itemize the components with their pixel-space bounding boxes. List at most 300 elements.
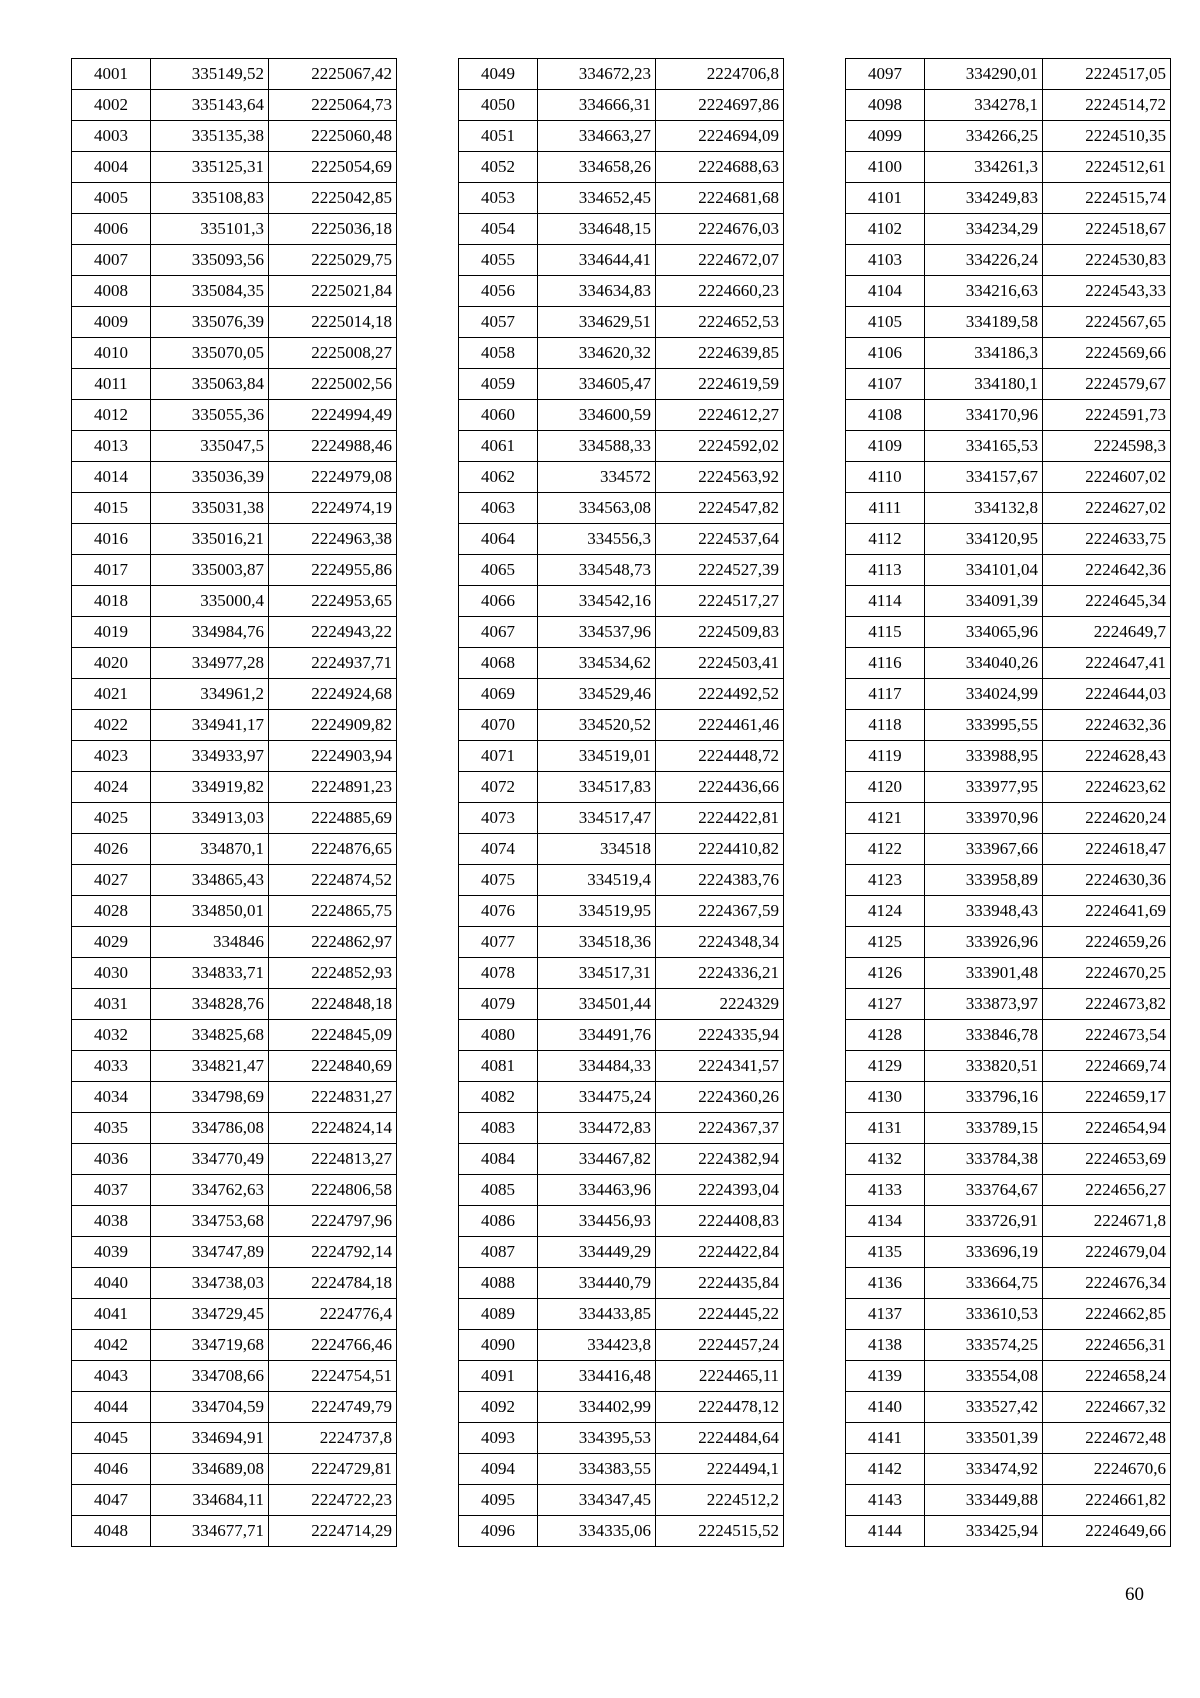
- table-row: [846, 338, 1171, 369]
- table-row: [72, 1268, 397, 1299]
- point-number: 4003: [72, 121, 151, 152]
- table-row: [846, 586, 1171, 617]
- point-number: 4077: [459, 927, 538, 958]
- table-row: [459, 772, 784, 803]
- x-coordinate: 334491,76: [538, 1020, 656, 1051]
- x-coordinate: 335125,31: [151, 152, 269, 183]
- y-coordinate: 2224937,71: [269, 648, 397, 679]
- x-coordinate: 334518: [538, 834, 656, 865]
- y-coordinate: 2224623,62: [1043, 772, 1171, 803]
- y-coordinate: 2224518,67: [1043, 214, 1171, 245]
- y-coordinate: 2224644,03: [1043, 679, 1171, 710]
- x-coordinate: 334961,2: [151, 679, 269, 710]
- table-row: [72, 245, 397, 276]
- table-row: [846, 1113, 1171, 1144]
- table-row: [459, 617, 784, 648]
- table-row: [846, 59, 1171, 90]
- table-row: [459, 1206, 784, 1237]
- x-coordinate: 334186,3: [925, 338, 1043, 369]
- x-coordinate: 334467,82: [538, 1144, 656, 1175]
- y-coordinate: 2224607,02: [1043, 462, 1171, 493]
- point-number: 4121: [846, 803, 925, 834]
- y-coordinate: 2224903,94: [269, 741, 397, 772]
- table-row: [72, 524, 397, 555]
- point-number: 4080: [459, 1020, 538, 1051]
- y-coordinate: 2224515,74: [1043, 183, 1171, 214]
- point-number: 4078: [459, 958, 538, 989]
- x-coordinate: 333449,88: [925, 1485, 1043, 1516]
- x-coordinate: 334534,62: [538, 648, 656, 679]
- point-number: 4070: [459, 710, 538, 741]
- y-coordinate: 2224592,02: [656, 431, 784, 462]
- table-row: [459, 59, 784, 90]
- table-row: [459, 1361, 784, 1392]
- point-number: 4115: [846, 617, 925, 648]
- point-number: 4090: [459, 1330, 538, 1361]
- y-coordinate: 2225064,73: [269, 90, 397, 121]
- y-coordinate: 2224988,46: [269, 431, 397, 462]
- table-row: [846, 121, 1171, 152]
- point-number: 4042: [72, 1330, 151, 1361]
- table-row: [459, 865, 784, 896]
- point-number: 4125: [846, 927, 925, 958]
- table-row: [459, 679, 784, 710]
- x-coordinate: 334519,4: [538, 865, 656, 896]
- x-coordinate: 333425,94: [925, 1516, 1043, 1547]
- point-number: 4009: [72, 307, 151, 338]
- y-coordinate: 2224658,24: [1043, 1361, 1171, 1392]
- table-row: [72, 152, 397, 183]
- point-number: 4045: [72, 1423, 151, 1454]
- table-row: [846, 803, 1171, 834]
- coordinate-table-1: [71, 58, 397, 1547]
- y-coordinate: 2225002,56: [269, 369, 397, 400]
- table-row: [846, 1206, 1171, 1237]
- point-number: 4131: [846, 1113, 925, 1144]
- x-coordinate: 334933,97: [151, 741, 269, 772]
- point-number: 4089: [459, 1299, 538, 1330]
- table-row: [459, 276, 784, 307]
- y-coordinate: 2224367,37: [656, 1113, 784, 1144]
- x-coordinate: 334850,01: [151, 896, 269, 927]
- table-row: [72, 710, 397, 741]
- y-coordinate: 2224410,82: [656, 834, 784, 865]
- table-row: [72, 1392, 397, 1423]
- y-coordinate: 2224862,97: [269, 927, 397, 958]
- y-coordinate: 2224706,8: [656, 59, 784, 90]
- point-number: 4141: [846, 1423, 925, 1454]
- x-coordinate: 334747,89: [151, 1237, 269, 1268]
- table-row: [459, 431, 784, 462]
- y-coordinate: 2224688,63: [656, 152, 784, 183]
- point-number: 4136: [846, 1268, 925, 1299]
- x-coordinate: 333789,15: [925, 1113, 1043, 1144]
- point-number: 4044: [72, 1392, 151, 1423]
- point-number: 4139: [846, 1361, 925, 1392]
- table-row: [72, 834, 397, 865]
- x-coordinate: 334517,83: [538, 772, 656, 803]
- table-row: [846, 276, 1171, 307]
- table-row: [459, 896, 784, 927]
- point-number: 4071: [459, 741, 538, 772]
- table-row: [846, 307, 1171, 338]
- table-row: [459, 1485, 784, 1516]
- page-number: 60: [1125, 1584, 1144, 1605]
- table-row: [72, 1454, 397, 1485]
- table-row: [459, 710, 784, 741]
- x-coordinate: 334529,46: [538, 679, 656, 710]
- y-coordinate: 2224840,69: [269, 1051, 397, 1082]
- table-row: [72, 183, 397, 214]
- x-coordinate: 334652,45: [538, 183, 656, 214]
- table-row: [459, 369, 784, 400]
- point-number: 4036: [72, 1144, 151, 1175]
- point-number: 4061: [459, 431, 538, 462]
- point-number: 4099: [846, 121, 925, 152]
- point-number: 4101: [846, 183, 925, 214]
- y-coordinate: 2224776,4: [269, 1299, 397, 1330]
- y-coordinate: 2224661,82: [1043, 1485, 1171, 1516]
- table-row: [846, 90, 1171, 121]
- point-number: 4058: [459, 338, 538, 369]
- point-number: 4052: [459, 152, 538, 183]
- y-coordinate: 2224422,81: [656, 803, 784, 834]
- point-number: 4067: [459, 617, 538, 648]
- table-row: [459, 1299, 784, 1330]
- point-number: 4062: [459, 462, 538, 493]
- table-row: [846, 1392, 1171, 1423]
- x-coordinate: 334518,36: [538, 927, 656, 958]
- y-coordinate: 2224619,59: [656, 369, 784, 400]
- y-coordinate: 2224408,83: [656, 1206, 784, 1237]
- y-coordinate: 2224514,72: [1043, 90, 1171, 121]
- point-number: 4020: [72, 648, 151, 679]
- table-row: [459, 586, 784, 617]
- point-number: 4104: [846, 276, 925, 307]
- point-number: 4027: [72, 865, 151, 896]
- x-coordinate: 333970,96: [925, 803, 1043, 834]
- x-coordinate: 335003,87: [151, 555, 269, 586]
- y-coordinate: 2224813,27: [269, 1144, 397, 1175]
- table-row: [72, 400, 397, 431]
- table-row: [72, 1144, 397, 1175]
- table-row: [72, 958, 397, 989]
- y-coordinate: 2224642,36: [1043, 555, 1171, 586]
- x-coordinate: 335031,38: [151, 493, 269, 524]
- y-coordinate: 2224749,79: [269, 1392, 397, 1423]
- table-row: [72, 555, 397, 586]
- x-coordinate: 334170,96: [925, 400, 1043, 431]
- x-coordinate: 334984,76: [151, 617, 269, 648]
- x-coordinate: 334189,58: [925, 307, 1043, 338]
- table-row: [459, 1516, 784, 1547]
- y-coordinate: 2224367,59: [656, 896, 784, 927]
- y-coordinate: 2224797,96: [269, 1206, 397, 1237]
- coordinate-table-2: [458, 58, 784, 1547]
- x-coordinate: 334472,83: [538, 1113, 656, 1144]
- x-coordinate: 334456,93: [538, 1206, 656, 1237]
- table-row: [72, 1175, 397, 1206]
- x-coordinate: 334556,3: [538, 524, 656, 555]
- x-coordinate: 333926,96: [925, 927, 1043, 958]
- y-coordinate: 2224974,19: [269, 493, 397, 524]
- point-number: 4106: [846, 338, 925, 369]
- table-row: [459, 1454, 784, 1485]
- point-number: 4073: [459, 803, 538, 834]
- point-number: 4076: [459, 896, 538, 927]
- table-row: [846, 834, 1171, 865]
- table-row: [459, 1113, 784, 1144]
- y-coordinate: 2224620,24: [1043, 803, 1171, 834]
- y-coordinate: 2224633,75: [1043, 524, 1171, 555]
- y-coordinate: 2224714,29: [269, 1516, 397, 1547]
- x-coordinate: 334689,08: [151, 1454, 269, 1485]
- x-coordinate: 334865,43: [151, 865, 269, 896]
- table-row: [72, 1485, 397, 1516]
- y-coordinate: 2225036,18: [269, 214, 397, 245]
- table-row: [72, 1082, 397, 1113]
- point-number: 4024: [72, 772, 151, 803]
- y-coordinate: 2224885,69: [269, 803, 397, 834]
- table-row: [846, 431, 1171, 462]
- point-number: 4039: [72, 1237, 151, 1268]
- y-coordinate: 2224503,41: [656, 648, 784, 679]
- table-row: [459, 245, 784, 276]
- x-coordinate: 335084,35: [151, 276, 269, 307]
- y-coordinate: 2224953,65: [269, 586, 397, 617]
- y-coordinate: 2224457,24: [656, 1330, 784, 1361]
- point-number: 4056: [459, 276, 538, 307]
- table-row: [846, 1330, 1171, 1361]
- x-coordinate: 334519,01: [538, 741, 656, 772]
- y-coordinate: 2224654,94: [1043, 1113, 1171, 1144]
- point-number: 4086: [459, 1206, 538, 1237]
- y-coordinate: 2224435,84: [656, 1268, 784, 1299]
- table-row: [72, 276, 397, 307]
- point-number: 4057: [459, 307, 538, 338]
- point-number: 4084: [459, 1144, 538, 1175]
- x-coordinate: 334266,25: [925, 121, 1043, 152]
- y-coordinate: 2224478,12: [656, 1392, 784, 1423]
- x-coordinate: 334040,26: [925, 648, 1043, 679]
- table-row: [72, 90, 397, 121]
- table-row: [459, 555, 784, 586]
- table-row: [72, 431, 397, 462]
- y-coordinate: 2224673,82: [1043, 989, 1171, 1020]
- table-row: [72, 1361, 397, 1392]
- point-number: 4004: [72, 152, 151, 183]
- y-coordinate: 2224672,48: [1043, 1423, 1171, 1454]
- coordinate-table-3: [845, 58, 1171, 1547]
- point-number: 4132: [846, 1144, 925, 1175]
- y-coordinate: 2224517,27: [656, 586, 784, 617]
- point-number: 4120: [846, 772, 925, 803]
- table-row: [459, 462, 784, 493]
- x-coordinate: 334729,45: [151, 1299, 269, 1330]
- y-coordinate: 2224909,82: [269, 710, 397, 741]
- table-row: [846, 710, 1171, 741]
- point-number: 4129: [846, 1051, 925, 1082]
- table-row: [846, 493, 1171, 524]
- point-number: 4085: [459, 1175, 538, 1206]
- point-number: 4094: [459, 1454, 538, 1485]
- point-number: 4038: [72, 1206, 151, 1237]
- table-row: [72, 865, 397, 896]
- x-coordinate: 334501,44: [538, 989, 656, 1020]
- y-coordinate: 2224662,85: [1043, 1299, 1171, 1330]
- table-row: [846, 1175, 1171, 1206]
- point-number: 4114: [846, 586, 925, 617]
- y-coordinate: 2224448,72: [656, 741, 784, 772]
- x-coordinate: 335070,05: [151, 338, 269, 369]
- x-coordinate: 334440,79: [538, 1268, 656, 1299]
- table-row: [459, 803, 784, 834]
- point-number: 4021: [72, 679, 151, 710]
- point-number: 4082: [459, 1082, 538, 1113]
- table-row: [459, 1392, 784, 1423]
- table-row: [846, 1051, 1171, 1082]
- x-coordinate: 334290,01: [925, 59, 1043, 90]
- table-row: [459, 1144, 784, 1175]
- table-row: [846, 555, 1171, 586]
- y-coordinate: 2224737,8: [269, 1423, 397, 1454]
- x-coordinate: 334423,8: [538, 1330, 656, 1361]
- table-row: [72, 1206, 397, 1237]
- x-coordinate: 333967,66: [925, 834, 1043, 865]
- x-coordinate: 333901,48: [925, 958, 1043, 989]
- y-coordinate: 2224722,23: [269, 1485, 397, 1516]
- table-row: [846, 1268, 1171, 1299]
- y-coordinate: 2224393,04: [656, 1175, 784, 1206]
- point-number: 4026: [72, 834, 151, 865]
- table-row: [459, 989, 784, 1020]
- table-row: [72, 1237, 397, 1268]
- table-row: [846, 927, 1171, 958]
- point-number: 4005: [72, 183, 151, 214]
- table-row: [72, 1020, 397, 1051]
- point-number: 4112: [846, 524, 925, 555]
- y-coordinate: 2225008,27: [269, 338, 397, 369]
- point-number: 4010: [72, 338, 151, 369]
- y-coordinate: 2224335,94: [656, 1020, 784, 1051]
- x-coordinate: 334180,1: [925, 369, 1043, 400]
- table-row: [72, 1113, 397, 1144]
- table-row: [459, 90, 784, 121]
- point-number: 4012: [72, 400, 151, 431]
- y-coordinate: 2224681,68: [656, 183, 784, 214]
- point-number: 4137: [846, 1299, 925, 1330]
- x-coordinate: 334708,66: [151, 1361, 269, 1392]
- x-coordinate: 334825,68: [151, 1020, 269, 1051]
- y-coordinate: 2224465,11: [656, 1361, 784, 1392]
- point-number: 4095: [459, 1485, 538, 1516]
- y-coordinate: 2224656,31: [1043, 1330, 1171, 1361]
- x-coordinate: 333474,92: [925, 1454, 1043, 1485]
- point-number: 4028: [72, 896, 151, 927]
- table-row: [846, 1144, 1171, 1175]
- y-coordinate: 2224891,23: [269, 772, 397, 803]
- table-row: [846, 462, 1171, 493]
- x-coordinate: 334335,06: [538, 1516, 656, 1547]
- point-number: 4093: [459, 1423, 538, 1454]
- point-number: 4130: [846, 1082, 925, 1113]
- x-coordinate: 334629,51: [538, 307, 656, 338]
- x-coordinate: 335143,64: [151, 90, 269, 121]
- y-coordinate: 2225060,48: [269, 121, 397, 152]
- point-number: 4065: [459, 555, 538, 586]
- point-number: 4013: [72, 431, 151, 462]
- x-coordinate: 334249,83: [925, 183, 1043, 214]
- x-coordinate: 334226,24: [925, 245, 1043, 276]
- table-row: [459, 307, 784, 338]
- point-number: 4134: [846, 1206, 925, 1237]
- y-coordinate: 2224543,33: [1043, 276, 1171, 307]
- point-number: 4035: [72, 1113, 151, 1144]
- y-coordinate: 2224515,52: [656, 1516, 784, 1547]
- point-number: 4069: [459, 679, 538, 710]
- table-row: [72, 1330, 397, 1361]
- y-coordinate: 2224641,69: [1043, 896, 1171, 927]
- table-row: [846, 183, 1171, 214]
- x-coordinate: 333501,39: [925, 1423, 1043, 1454]
- table-row: [846, 1299, 1171, 1330]
- y-coordinate: 2224672,07: [656, 245, 784, 276]
- point-number: 4047: [72, 1485, 151, 1516]
- point-number: 4007: [72, 245, 151, 276]
- y-coordinate: 2224848,18: [269, 989, 397, 1020]
- x-coordinate: 335076,39: [151, 307, 269, 338]
- x-coordinate: 334234,29: [925, 214, 1043, 245]
- x-coordinate: 333610,53: [925, 1299, 1043, 1330]
- x-coordinate: 334383,55: [538, 1454, 656, 1485]
- table-row: [459, 834, 784, 865]
- table-row: [72, 741, 397, 772]
- x-coordinate: 334520,52: [538, 710, 656, 741]
- y-coordinate: 2224673,54: [1043, 1020, 1171, 1051]
- table-row: [459, 1051, 784, 1082]
- point-number: 4124: [846, 896, 925, 927]
- table-row: [459, 1423, 784, 1454]
- x-coordinate: 334919,82: [151, 772, 269, 803]
- x-coordinate: 333796,16: [925, 1082, 1043, 1113]
- x-coordinate: 334753,68: [151, 1206, 269, 1237]
- x-coordinate: 334542,16: [538, 586, 656, 617]
- point-number: 4049: [459, 59, 538, 90]
- x-coordinate: 334024,99: [925, 679, 1043, 710]
- point-number: 4074: [459, 834, 538, 865]
- table-row: [846, 214, 1171, 245]
- x-coordinate: 334278,1: [925, 90, 1043, 121]
- table-row: [459, 121, 784, 152]
- x-coordinate: 334648,15: [538, 214, 656, 245]
- y-coordinate: 2224336,21: [656, 958, 784, 989]
- x-coordinate: 334644,41: [538, 245, 656, 276]
- point-number: 4113: [846, 555, 925, 586]
- x-coordinate: 334663,27: [538, 121, 656, 152]
- y-coordinate: 2224509,83: [656, 617, 784, 648]
- y-coordinate: 2224676,03: [656, 214, 784, 245]
- point-number: 4064: [459, 524, 538, 555]
- x-coordinate: 335047,5: [151, 431, 269, 462]
- table-row: [72, 1516, 397, 1547]
- point-number: 4037: [72, 1175, 151, 1206]
- x-coordinate: 334738,03: [151, 1268, 269, 1299]
- x-coordinate: 334563,08: [538, 493, 656, 524]
- point-number: 4107: [846, 369, 925, 400]
- point-number: 4051: [459, 121, 538, 152]
- point-number: 4053: [459, 183, 538, 214]
- table-row: [459, 1082, 784, 1113]
